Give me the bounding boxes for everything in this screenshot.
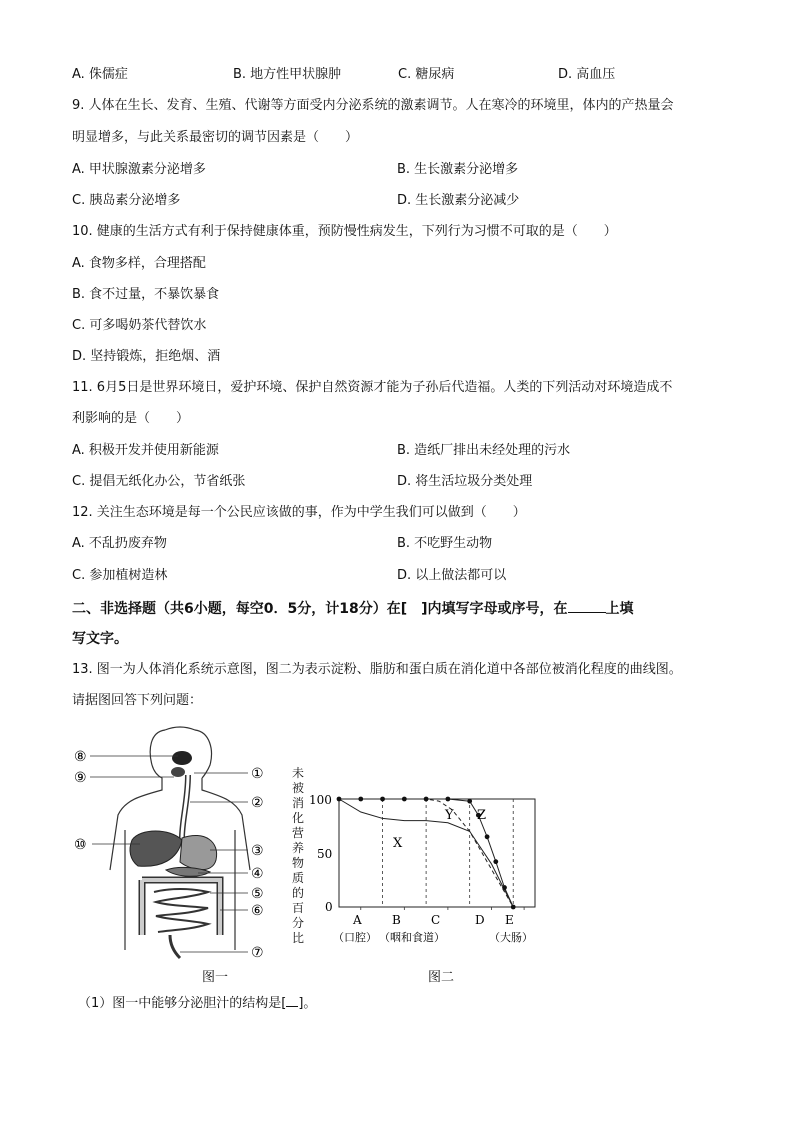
q11-stem-line2: 利影响的是（ ） xyxy=(72,411,190,426)
q13-stem-line1: 13. 图一为人体消化系统示意图，图二为表示淀粉、脂肪和蛋白质在消化道中各部位被消化程度的曲线图。 xyxy=(72,662,682,677)
section2-heading-part2: 上填 xyxy=(605,601,634,617)
oral-cavity xyxy=(172,751,192,765)
q9-option-c: C. 胰岛素分泌增多 xyxy=(72,193,181,208)
q10-option-d: D. 坚持锻炼，拒绝烟、酒 xyxy=(72,349,221,364)
figure2-caption: 图二 xyxy=(428,970,455,985)
series-point-z xyxy=(402,797,407,802)
label-6: ⑥ xyxy=(251,903,264,919)
ylabel-char: 物 xyxy=(291,856,304,870)
label-2: ② xyxy=(251,795,264,811)
ylabel-char: 化 xyxy=(291,811,304,825)
series-point-z xyxy=(424,797,429,802)
ylabel-char: 百 xyxy=(291,901,304,915)
label-5: ⑤ xyxy=(251,886,264,902)
q12-stem: 12. 关注生态环境是每一个公民应该做的事，作为中学生我们可以做到（ ） xyxy=(72,505,526,520)
label-8: ⑧ xyxy=(74,749,87,765)
q12-option-d: D. 以上做法都可以 xyxy=(397,568,507,583)
q11-option-b: B. 造纸厂排出未经处理的污水 xyxy=(397,443,571,458)
ylabel-char: 的 xyxy=(291,886,304,900)
q9-option-d: D. 生长激素分泌减少 xyxy=(397,193,520,208)
ylabel-char: 未 xyxy=(291,766,304,780)
ylabel-char: 养 xyxy=(291,841,304,855)
q8-option-b: B. 地方性甲状腺肿 xyxy=(233,67,342,82)
q11-stem-line1: 11. 6月5日是世界环境日，爱护环境、保护自然资源才能为子孙后代造福。人类的下列活动对环境造成不 xyxy=(72,380,673,395)
pharynx xyxy=(171,767,185,777)
x-tick-b: B xyxy=(392,913,401,927)
q12-option-c: C. 参加植树造林 xyxy=(72,568,168,583)
q11-option-c: C. 提倡无纸化办公，节省纸张 xyxy=(72,474,246,489)
y-tick-0: 0 xyxy=(325,900,333,914)
series-point-z xyxy=(445,797,450,802)
section2-fill-blank xyxy=(568,598,606,613)
series-point-z xyxy=(485,834,490,839)
series-point-z xyxy=(511,905,516,910)
q13-stem-line2: 请据图回答下列问题： xyxy=(72,693,203,708)
q13-sub1 xyxy=(78,994,316,1013)
ylabel-char: 质 xyxy=(291,871,304,885)
x-tick-d: D xyxy=(475,913,485,927)
q9-stem-line2: 明显增多，与此关系最密切的调节因素是（ ） xyxy=(72,130,359,145)
y-tick-50: 50 xyxy=(317,847,333,861)
small-intestine xyxy=(154,889,208,932)
series-point-z xyxy=(467,799,472,804)
stomach xyxy=(180,835,217,869)
series-point-z xyxy=(337,797,342,802)
q10-stem: 10. 健康的生活方式有利于保持健康体重，预防慢性病发生，下列行为习惯不可取的是（ ） xyxy=(72,224,617,239)
section2-heading-line2: 写文字。 xyxy=(72,631,128,647)
rectum xyxy=(170,935,180,958)
ylabel-char: 消 xyxy=(291,796,304,810)
ylabel-char: 营 xyxy=(291,826,304,840)
series-label-x: X xyxy=(393,836,403,851)
liver xyxy=(130,831,182,866)
x-note-large-intestine: （大肠） xyxy=(489,931,533,944)
label-9: ⑨ xyxy=(74,770,87,786)
x-tick-e: E xyxy=(505,913,514,927)
q8-option-d: D. 高血压 xyxy=(558,67,616,82)
q13-sub1-answer-blank[interactable] xyxy=(286,994,298,1007)
figure1-caption: 图一 xyxy=(202,970,229,985)
q10-option-a: A. 食物多样，合理搭配 xyxy=(72,256,206,271)
x-note-pharynx: （咽和食道） xyxy=(379,931,445,944)
q11-option-d: D. 将生活垃圾分类处理 xyxy=(397,474,533,489)
series-point-z xyxy=(502,885,507,890)
label-4: ④ xyxy=(251,866,264,882)
series-label-y: Y xyxy=(445,808,454,823)
q8-option-c: C. 糖尿病 xyxy=(398,67,455,82)
ylabel-char: 被 xyxy=(291,781,304,795)
q8-option-a: A. 侏儒症 xyxy=(72,67,128,82)
label-3: ③ xyxy=(251,843,264,859)
series-point-z xyxy=(493,859,498,864)
q9-option-b: B. 生长激素分泌增多 xyxy=(397,162,519,177)
figure1-digestive-diagram xyxy=(70,720,280,970)
q13-sub1-prefix: （1）图一中能够分泌胆汁的结构是[ xyxy=(78,996,287,1011)
q13-sub1-suffix: ]。 xyxy=(298,996,317,1011)
q12-option-b: B. 不吃野生动物 xyxy=(397,536,493,551)
chart-ylabel xyxy=(290,766,306,946)
section2-heading xyxy=(72,598,634,618)
q9-stem-line1: 9. 人体在生长、发育、生殖、代谢等方面受内分泌系统的激素调节。人在寒冷的环境里，体内的产热量会 xyxy=(72,98,674,113)
x-note-mouth: （口腔） xyxy=(333,931,377,944)
y-tick-100: 100 xyxy=(309,793,332,807)
q10-option-c: C. 可多喝奶茶代替饮水 xyxy=(72,318,207,333)
label-7: ⑦ xyxy=(251,945,264,961)
label-10: ⑩ xyxy=(74,837,87,853)
series-point-z xyxy=(380,797,385,802)
series-point-z xyxy=(358,797,363,802)
q10-option-b: B. 食不过量，不暴饮暴食 xyxy=(72,287,220,302)
q11-option-a: A. 积极开发并使用新能源 xyxy=(72,443,219,458)
ylabel-char: 比 xyxy=(291,931,304,945)
x-tick-a: A xyxy=(353,913,362,927)
q9-option-a: A. 甲状腺激素分泌增多 xyxy=(72,162,206,177)
section2-heading-part1: 二、非选择题（共6小题，每空0．5分，计18分）在[ ]内填写字母或序号，在 xyxy=(72,601,568,617)
series-label-z: Z xyxy=(477,808,487,823)
ylabel-char: 分 xyxy=(291,916,304,930)
q12-option-a: A. 不乱扔废弃物 xyxy=(72,536,167,551)
figure2-chart xyxy=(305,785,545,955)
x-tick-c: C xyxy=(431,913,441,927)
label-1: ① xyxy=(251,766,264,782)
